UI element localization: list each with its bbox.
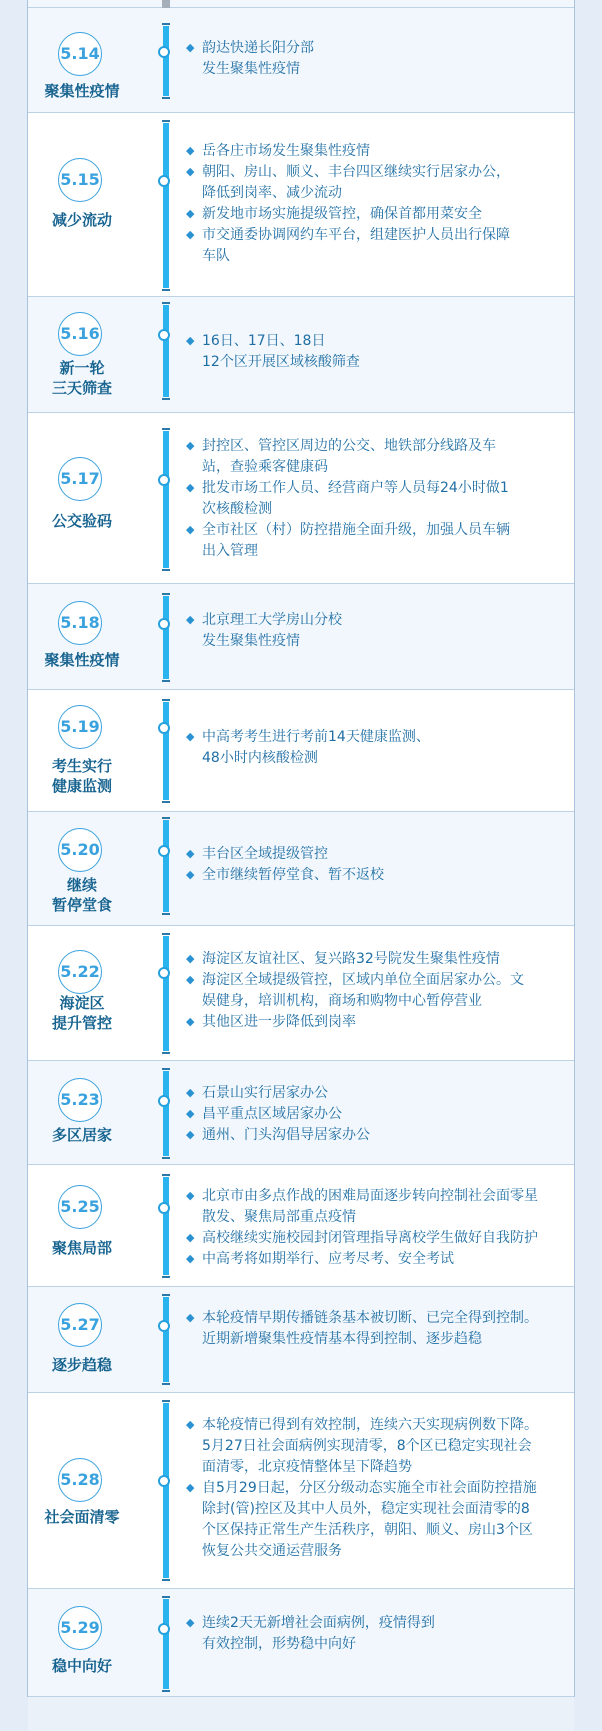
- event-title: 多区居家: [51, 1126, 112, 1144]
- event-details: [186, 1186, 566, 1270]
- timeline-top-row: [28, 0, 574, 8]
- timeline-entry: [28, 1165, 574, 1287]
- detail-text: 海淀区全域提级管控，区域内单位全面居家办公。文 娱健身，培训机构，商场和购物中心暂停营业: [202, 972, 524, 1009]
- date-badge: 5.19: [58, 705, 102, 749]
- timeline-entry: [28, 413, 574, 584]
- diamond-bullet-icon: ◆: [186, 207, 195, 220]
- timeline-rail-segment: [163, 1403, 169, 1578]
- detail-text: 16日、17日、18日 12个区开展区域核酸筛查: [202, 333, 360, 370]
- timeline-entry: [28, 812, 574, 926]
- timeline-node-icon: [158, 329, 170, 341]
- diamond-bullet-icon: ◆: [186, 1418, 195, 1431]
- detail-item: [186, 610, 566, 652]
- diamond-bullet-icon: ◆: [186, 1311, 195, 1324]
- date-badge: 5.15: [58, 158, 102, 202]
- rail-notch: [162, 801, 170, 803]
- event-details: [186, 436, 566, 562]
- diamond-bullet-icon: ◆: [186, 481, 195, 494]
- rail-notch: [162, 699, 170, 701]
- diamond-bullet-icon: ◆: [186, 613, 195, 626]
- timeline-rail-segment: [163, 1297, 169, 1382]
- timeline-node-icon: [158, 1095, 170, 1107]
- detail-text: 朝阳、房山、顺义、丰台四区继续实行居家办公， 降低到岗率、减少流动: [202, 164, 510, 201]
- timeline-entry: [28, 584, 574, 690]
- event-details: [186, 331, 566, 373]
- detail-item: [186, 1478, 566, 1562]
- timeline-rail-segment: [163, 1071, 169, 1156]
- detail-text: 封控区、管控区周边的公交、地铁部分线路及车 站，查验乘客健康码: [202, 438, 496, 475]
- detail-item: [186, 478, 566, 520]
- detail-item: [186, 865, 566, 886]
- rail-notch: [162, 289, 170, 291]
- date-column: [28, 584, 136, 689]
- event-title: 稳中向好: [51, 1657, 112, 1675]
- detail-text: 批发市场工作人员、经营商户等人员每24小时做1 次核酸检测: [202, 480, 509, 517]
- detail-item: [186, 844, 566, 865]
- detail-text: 新发地市场实施提级管控，确保首都用菜安全: [202, 206, 482, 222]
- diamond-bullet-icon: ◆: [186, 439, 195, 452]
- diamond-bullet-icon: ◆: [186, 523, 195, 536]
- event-title: 聚集性疫情: [44, 651, 120, 669]
- rail-notch: [162, 1174, 170, 1176]
- rail-notch: [162, 1400, 170, 1402]
- date-badge: 5.20: [58, 828, 102, 872]
- diamond-bullet-icon: ◆: [186, 1481, 195, 1494]
- date-badge: 5.22: [58, 950, 102, 994]
- timeline-rail-segment: [163, 596, 169, 679]
- rail-notch: [162, 680, 170, 682]
- timeline-rail-segment: [163, 702, 169, 800]
- detail-item: [186, 141, 566, 162]
- rail-notch: [162, 1579, 170, 1581]
- event-title: 减少流动: [51, 211, 112, 229]
- rail-notch: [162, 1068, 170, 1070]
- event-details: [186, 38, 566, 80]
- rail-notch: [162, 593, 170, 595]
- diamond-bullet-icon: ◆: [186, 1086, 195, 1099]
- date-column: [28, 413, 136, 583]
- date-badge: 5.17: [58, 457, 102, 501]
- date-badge: 5.23: [58, 1078, 102, 1122]
- detail-text: 石景山实行居家办公: [202, 1085, 328, 1101]
- rail-notch: [162, 1383, 170, 1385]
- detail-item: [186, 1125, 566, 1146]
- diamond-bullet-icon: ◆: [186, 1616, 195, 1629]
- timeline-entry: [28, 113, 574, 297]
- diamond-bullet-icon: ◆: [186, 973, 195, 986]
- rail-notch: [162, 120, 170, 122]
- date-column: [28, 1061, 136, 1164]
- date-badge: 5.25: [58, 1185, 102, 1229]
- event-details: [186, 1083, 566, 1146]
- date-column: [28, 926, 136, 1060]
- detail-text: 北京市由多点作战的困难局面逐步转向控制社会面零星 散发、聚焦局部重点疫情: [202, 1188, 538, 1225]
- event-title: 社会面清零: [44, 1508, 120, 1526]
- detail-item: [186, 949, 566, 970]
- detail-item: [186, 436, 566, 478]
- detail-item: [186, 38, 566, 80]
- rail-notch: [162, 1596, 170, 1598]
- detail-item: [186, 970, 566, 1012]
- diamond-bullet-icon: ◆: [186, 1128, 195, 1141]
- detail-text: 连续2天无新增社会面病例，疫情得到 有效控制，形势稳中向好: [202, 1615, 435, 1652]
- rail-notch: [162, 569, 170, 571]
- event-title: 公交验码: [51, 512, 112, 530]
- detail-item: [186, 727, 566, 769]
- diamond-bullet-icon: ◆: [186, 334, 195, 347]
- event-details: [186, 141, 566, 267]
- event-title: 继续 暂停堂食: [51, 876, 112, 914]
- event-details: [186, 949, 566, 1033]
- detail-item: [186, 1083, 566, 1104]
- event-details: [186, 1308, 566, 1350]
- detail-item: [186, 225, 566, 267]
- diamond-bullet-icon: ◆: [186, 41, 195, 54]
- detail-text: 海淀区友谊社区、复兴路32号院发生聚集性疫情: [202, 951, 500, 967]
- event-details: [186, 844, 566, 886]
- timeline-entry: [28, 1287, 574, 1393]
- date-badge: 5.16: [58, 312, 102, 356]
- event-title: 海淀区 提升管控: [51, 994, 112, 1032]
- timeline-node-icon: [158, 1320, 170, 1332]
- event-details: [186, 1613, 566, 1655]
- timeline-entry: [28, 1393, 574, 1589]
- diamond-bullet-icon: ◆: [186, 868, 195, 881]
- rail-notch: [162, 933, 170, 935]
- date-column: [28, 812, 136, 925]
- date-column: [28, 690, 136, 811]
- timeline-node-icon: [158, 175, 170, 187]
- detail-item: [186, 331, 566, 373]
- timeline-entry: [28, 1589, 574, 1697]
- detail-item: [186, 520, 566, 562]
- diamond-bullet-icon: ◆: [186, 952, 195, 965]
- rail-notch: [162, 1690, 170, 1692]
- timeline-rail-segment: [163, 123, 169, 288]
- detail-text: 丰台区全域提级管控: [202, 846, 328, 862]
- diamond-bullet-icon: ◆: [186, 144, 195, 157]
- date-column: [28, 297, 136, 412]
- detail-text: 本轮疫情早期传播链条基本被切断、已完全得到控制。 近期新增聚集性疫情基本得到控制、逐步趋稳: [202, 1310, 538, 1347]
- rail-notch: [162, 97, 170, 99]
- diamond-bullet-icon: ◆: [186, 847, 195, 860]
- timeline-rail-segment: [163, 1177, 169, 1275]
- date-badge: 5.29: [58, 1606, 102, 1650]
- timeline-entry: [28, 690, 574, 812]
- detail-text: 市交通委协调网约车平台，组建医护人员出行保障 车队: [202, 227, 510, 264]
- detail-item: [186, 1308, 566, 1350]
- detail-item: [186, 1249, 566, 1270]
- event-title: 聚焦局部: [51, 1239, 112, 1257]
- diamond-bullet-icon: ◆: [186, 1015, 195, 1028]
- timeline-node-icon: [158, 722, 170, 734]
- diamond-bullet-icon: ◆: [186, 165, 195, 178]
- date-column: [28, 1589, 136, 1696]
- detail-text: 其他区进一步降低到岗率: [202, 1014, 356, 1030]
- timeline-rail-segment: [163, 820, 169, 912]
- detail-text: 昌平重点区域居家办公: [202, 1106, 342, 1122]
- detail-item: [186, 162, 566, 204]
- timeline-node-icon: [158, 845, 170, 857]
- detail-item: [186, 1228, 566, 1249]
- timeline-node-icon: [158, 1202, 170, 1214]
- detail-item: [186, 1012, 566, 1033]
- timeline-node-icon: [158, 618, 170, 630]
- detail-item: [186, 204, 566, 225]
- diamond-bullet-icon: ◆: [186, 228, 195, 241]
- date-badge: 5.28: [58, 1458, 102, 1502]
- timeline-entry: [28, 926, 574, 1061]
- diamond-bullet-icon: ◆: [186, 1252, 195, 1265]
- timeline-rail-segment: [163, 1599, 169, 1689]
- rail-notch: [162, 428, 170, 430]
- rail-notch: [162, 1157, 170, 1159]
- event-title: 考生实行 健康监测: [51, 757, 112, 795]
- page-margin-right: [574, 0, 602, 1731]
- page-margin-left: [0, 0, 28, 1731]
- rail-notch: [162, 913, 170, 915]
- detail-item: [186, 1415, 566, 1478]
- timeline-entry: [28, 297, 574, 413]
- detail-text: 中高考考生进行考前14天健康监测、 48小时内核酸检测: [202, 729, 430, 766]
- date-column: [28, 1165, 136, 1286]
- timeline-node-icon: [158, 1475, 170, 1487]
- detail-text: 自5月29日起，分区分级动态实施全市社会面防控措施 除封(管)控区及其中人员外，稳定实现社会面清零的8 个区保持正常生产生活秩序，朝阳、顺义、房山3个区 恢复公共交通运营服务: [202, 1480, 537, 1559]
- detail-item: [186, 1186, 566, 1228]
- detail-text: 高校继续实施校园封闭管理指导离校学生做好自我防护: [202, 1230, 538, 1246]
- date-column: [28, 113, 136, 296]
- event-details: [186, 1415, 566, 1562]
- rail-notch: [162, 817, 170, 819]
- diamond-bullet-icon: ◆: [186, 1231, 195, 1244]
- event-details: [186, 727, 566, 769]
- detail-text: 中高考将如期举行、应考尽考、安全考试: [202, 1251, 454, 1267]
- date-column: [28, 1393, 136, 1588]
- timeline-node-icon: [158, 967, 170, 979]
- rail-notch: [162, 302, 170, 304]
- timeline-node-icon: [158, 1623, 170, 1635]
- rail-notch: [162, 398, 170, 400]
- detail-item: [186, 1613, 566, 1655]
- timeline-entry: [28, 1061, 574, 1165]
- rail-notch: [162, 1276, 170, 1278]
- event-title: 逐步趋稳: [51, 1356, 112, 1374]
- event-details: [186, 610, 566, 652]
- date-badge: 5.18: [58, 601, 102, 645]
- diamond-bullet-icon: ◆: [186, 730, 195, 743]
- timeline-node-icon: [158, 474, 170, 486]
- rail-notch: [162, 23, 170, 25]
- detail-text: 韵达快递长阳分部 发生聚集性疫情: [202, 40, 314, 77]
- diamond-bullet-icon: ◆: [186, 1107, 195, 1120]
- event-title: 聚集性疫情: [44, 82, 120, 100]
- detail-text: 本轮疫情已得到有效控制，连续六天实现病例数下降。 5月27日社会面病例实现清零，8个区已稳定实现社会 面清零，北京疫情整体呈下降趋势: [202, 1417, 538, 1475]
- timeline-rail-segment: [163, 936, 169, 1051]
- timeline-entry: [28, 8, 574, 113]
- detail-text: 通州、门头沟倡导居家办公: [202, 1127, 370, 1143]
- date-badge: 5.27: [58, 1303, 102, 1347]
- detail-text: 全市继续暂停堂食、暂不返校: [202, 867, 384, 883]
- detail-text: 全市社区（村）防控措施全面升级，加强人员车辆 出入管理: [202, 522, 510, 559]
- event-title: 新一轮 三天筛查: [51, 359, 112, 397]
- detail-item: [186, 1104, 566, 1125]
- date-column: [28, 1287, 136, 1392]
- rail-notch: [162, 1294, 170, 1296]
- timeline-rail-segment: [163, 431, 169, 568]
- timeline-rail-segment: [163, 26, 169, 96]
- diamond-bullet-icon: ◆: [186, 1189, 195, 1202]
- date-badge: 5.14: [58, 32, 102, 76]
- rail-notch: [162, 1052, 170, 1054]
- detail-text: 岳各庄市场发生聚集性疫情: [202, 143, 370, 159]
- timeline-rail-segment: [163, 305, 169, 397]
- timeline-node-icon: [158, 46, 170, 58]
- detail-text: 北京理工大学房山分校 发生聚集性疫情: [202, 612, 342, 649]
- timeline-panel: [27, 0, 575, 1697]
- date-column: [28, 8, 136, 112]
